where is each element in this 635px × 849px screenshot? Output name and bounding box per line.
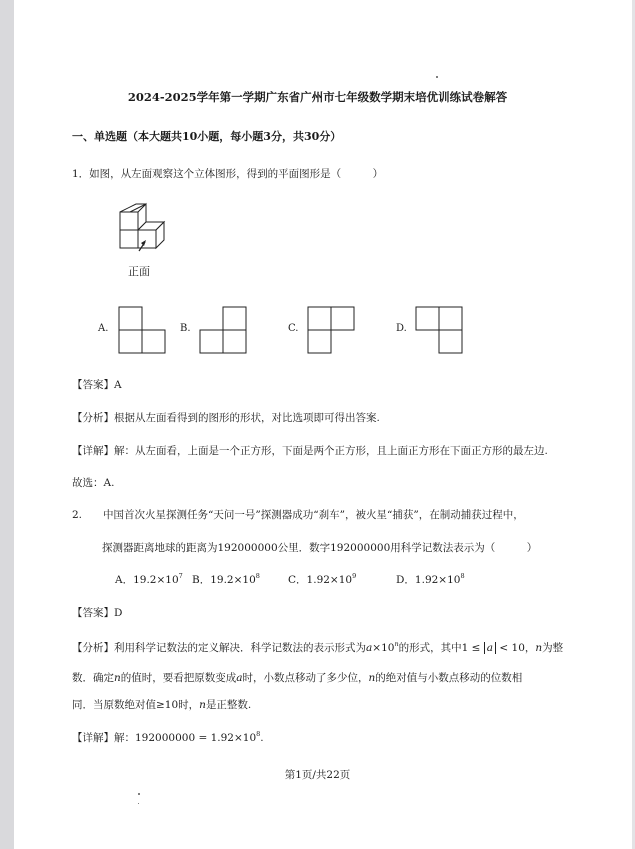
scan-dot: [138, 793, 140, 795]
q2-analysis-l2-a: 数．确定: [72, 672, 114, 684]
scan-dot: [436, 76, 438, 78]
q2-analysis-l2-var-a: a: [236, 672, 243, 684]
q1-option-d-label[interactable]: D.: [396, 323, 407, 334]
q2-option-d-base: 1.92×10: [414, 574, 461, 586]
q2-analysis-l3-b: 是正整数.: [205, 699, 252, 711]
q1-stem: 1．如图，从左面观察这个立体图形，得到的平面图形是（ ）: [72, 168, 384, 180]
q2-option-c-label: C．: [288, 574, 307, 586]
q2-analysis-l1-b: 的形式，其中1 ≤: [398, 642, 481, 654]
q2-option-b[interactable]: [192, 572, 260, 587]
q2-option-d-exp: 8: [460, 572, 465, 580]
q2-analysis-l3-a: 同．当原数绝对值≥10时，: [72, 699, 200, 711]
q2-analysis-line1: [72, 640, 563, 655]
q2-analysis-l2-n: n: [114, 672, 121, 684]
q2-option-a-label: A．: [115, 574, 134, 586]
q2-option-a[interactable]: [115, 572, 183, 587]
q1-detail: 【详解】解：从左面看，上面是一个正方形，下面是两个正方形，且上面正方形在下面正方形的最左边.: [72, 445, 548, 457]
q2-analysis-line3: [72, 697, 251, 712]
q2-detail-a: 【详解】解：192000000 = 1.92×10: [72, 732, 257, 744]
q2-analysis-l1-var-a: a: [366, 642, 373, 654]
q1-answer: 【答案】A: [72, 379, 122, 391]
q1-option-c-figure[interactable]: [307, 306, 355, 354]
q2-option-c[interactable]: [288, 572, 356, 587]
q1-option-a-label[interactable]: A.: [98, 323, 109, 334]
q2-analysis-line2: [72, 670, 522, 685]
q2-analysis-l1-exp: n: [394, 640, 399, 648]
q2-analysis-l2-b: 的值时，要看把原数变成: [120, 672, 237, 684]
q2-analysis-l1-a: 【分析】利用科学记数法的定义解决．科学记数法的表示形式为: [72, 642, 366, 654]
viewer-left-gutter: [0, 0, 14, 849]
q2-analysis-l1-c: < 10，: [499, 642, 536, 654]
page-footer: 第1页/共22页: [284, 769, 351, 781]
q2-detail-b: .: [260, 732, 264, 744]
q2-option-c-base: 1.92×10: [306, 574, 353, 586]
q2-stem-line1: 2. 中国首次火星探测任务“天问一号”探测器成功“刹车”，被火星“捕获”，在制动捕获过程中，: [72, 509, 524, 521]
q2-option-c-exp: 9: [352, 572, 357, 580]
q2-answer: 【答案】D: [72, 607, 123, 619]
q2-option-d[interactable]: [396, 572, 465, 587]
q2-analysis-l3-n: n: [199, 699, 206, 711]
q2-analysis-l1-n: n: [535, 642, 543, 654]
q1-option-c-label[interactable]: C.: [288, 323, 299, 334]
q2-analysis-l1-d: 为整: [542, 642, 564, 654]
q1-solid-upper-cube: [120, 212, 138, 230]
section-heading: 一、单选题（本大题共10小题，每小题3分，共30分）: [72, 130, 342, 143]
q1-option-b-figure[interactable]: [199, 306, 247, 354]
q2-detail: [72, 730, 264, 745]
q2-analysis-l2-c: 时，小数点移动了多少位，: [242, 672, 369, 684]
q2-option-a-base: 19.2×10: [133, 574, 179, 586]
q1-option-b-label[interactable]: B.: [180, 323, 191, 334]
q2-option-b-label: B．: [192, 574, 211, 586]
q2-analysis-l2-n2: n: [368, 672, 376, 684]
q1-analysis: 【分析】根据从左面看得到的图形的形状，对比选项即可得出答案.: [72, 412, 380, 424]
q1-option-a-figure[interactable]: [118, 306, 166, 354]
q2-option-b-exp: 8: [255, 572, 260, 580]
q2-analysis-l1-abs: a: [484, 642, 496, 654]
scan-dot: [138, 803, 139, 804]
q2-option-d-label: D．: [396, 574, 415, 586]
q1-solid-lower-left-cube: [120, 230, 138, 248]
document-title: 2024-2025学年第一学期广东省广州市七年级数学期末培优训练试卷解答: [127, 90, 508, 104]
q2-option-b-base: 19.2×10: [210, 574, 256, 586]
q1-option-d-figure[interactable]: [415, 306, 463, 354]
q2-stem-line2: 探测器距离地球的距离为192000000公里．数字192000000用科学记数法表示为（ ）: [102, 542, 538, 554]
q2-option-a-exp: 7: [178, 572, 183, 580]
q2-analysis-l2-d: 的绝对值与小数点移动的位数相: [375, 672, 523, 684]
q1-solid-figure: [110, 200, 190, 280]
q1-solid-lower-right-cube: [138, 230, 156, 248]
q1-conclusion: 故选：A.: [72, 477, 115, 489]
q1-figure-label: 正面: [128, 265, 150, 278]
q2-detail-exp: 8: [256, 730, 261, 738]
q2-analysis-l1-times: ×10: [372, 642, 395, 654]
